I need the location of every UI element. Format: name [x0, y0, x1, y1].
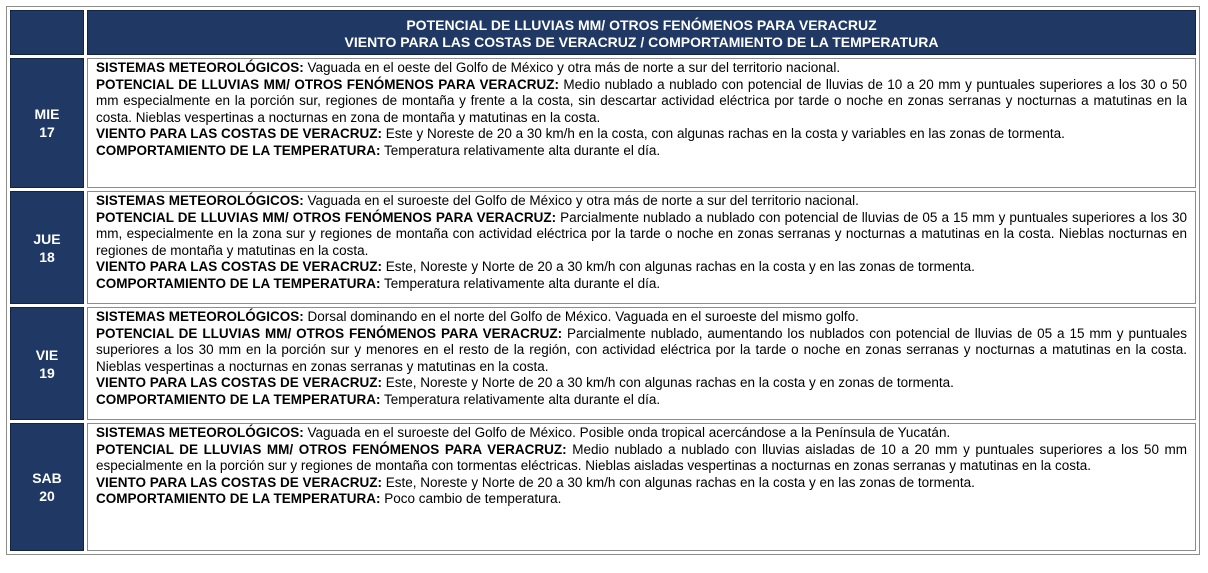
temperatura-label: COMPORTAMIENTO DE LA TEMPERATURA: — [96, 142, 381, 158]
table-header — [87, 10, 1196, 55]
temperatura-text: Poco cambio de temperatura. — [380, 491, 562, 507]
day-row-vie — [10, 307, 1196, 420]
potencial-text: Parcialmente nublado a nublado con potencial de lluvias de 05 a 15 mm y puntuales superiores a los 30 mm, especialmente en la zona sur y regiones de montaña con actividad eléctrica por la tarde o noche en zonas serranas y nocturnas a matutinas en la costa. Nieblas nocturnas en regiones de montaña y matutinas en la costa. — [96, 209, 1187, 258]
temperatura-line — [96, 392, 1187, 409]
forecast-cell — [87, 307, 1196, 420]
viento-line — [96, 375, 1187, 392]
day-cell — [10, 58, 84, 188]
potencial-label: POTENCIAL DE LLUVIAS MM/ OTROS FENÓMENOS PARA VERACRUZ: — [96, 76, 559, 92]
day-cell — [10, 423, 84, 551]
sistemas-line — [96, 193, 1187, 210]
temperatura-label: COMPORTAMIENTO DE LA TEMPERATURA: — [96, 491, 381, 507]
temperatura-text: Temperatura relativamente alta durante el día. — [380, 391, 661, 407]
day-label: VIE — [35, 346, 59, 363]
sistemas-line — [96, 425, 1187, 442]
temperatura-line — [96, 143, 1187, 160]
viento-text: Este, Noreste y Norte de 20 a 30 km/h con algunas rachas en la costa y en las zonas de tormenta. — [382, 259, 975, 275]
day-row-sab — [10, 423, 1196, 551]
potencial-text: Medio nublado a nublado con potencial de lluvias de 10 a 20 mm y puntuales superiores a los 30 o 50 mm especialmente en la porción sur, regiones de montaña y frente a la costa, sin descartar actividad eléctrica por tarde o noche en zonas serranas y nocturnas a matutinas en la costa. Nieblas vespertinas a nocturnas en zona de montaña y matutinas en la costa. — [96, 76, 1187, 125]
day-cell — [10, 307, 84, 420]
sistemas-label: SISTEMAS METEOROLÓGICOS: — [96, 309, 304, 324]
day-label: MIE — [34, 106, 60, 122]
viento-text: Este, Noreste y Norte de 20 a 30 km/h con algunas rachas en la costa y en zonas de tormenta. — [382, 375, 954, 391]
sistemas-label: SISTEMAS METEOROLÓGICOS: — [96, 425, 304, 440]
viento-text: Este y Noreste de 20 a 30 km/h en la costa, con algunas rachas en la costa y variables en las zonas de tormenta. — [382, 126, 1065, 142]
forecast-cell — [87, 191, 1196, 304]
sistemas-text: Dorsal dominando en el norte del Golfo de México. Vaguada en el suroeste del mismo golfo. — [303, 309, 859, 324]
day-cell — [10, 191, 84, 304]
viento-label: VIENTO PARA LAS COSTAS DE VERACRUZ: — [96, 375, 383, 391]
sistemas-text: Vaguada en el suroeste del Golfo de México y otra más de norte a sur del territorio nacional. — [303, 193, 859, 208]
temperatura-line — [96, 491, 1187, 508]
header-title-line1: POTENCIAL DE LLUVIAS MM/ OTROS FENÓMENOS PARA VERACRUZ — [406, 16, 877, 33]
viento-line — [96, 475, 1187, 492]
day-label: JUE — [33, 230, 61, 247]
viento-line — [96, 126, 1187, 143]
potencial-line — [96, 210, 1187, 260]
viento-line — [96, 259, 1187, 276]
viento-label: VIENTO PARA LAS COSTAS DE VERACRUZ: — [96, 259, 383, 275]
forecast-cell — [87, 58, 1196, 188]
sistemas-text: Vaguada en el oeste del Golfo de México y otra más de norte a sur del territorio nacional. — [303, 60, 841, 75]
potencial-line — [96, 326, 1187, 376]
day-row-jue — [10, 191, 1196, 304]
potencial-label: POTENCIAL DE LLUVIAS MM/ OTROS FENÓMENOS PARA VERACRUZ: — [96, 325, 563, 341]
temperatura-line — [96, 276, 1187, 293]
viento-label: VIENTO PARA LAS COSTAS DE VERACRUZ: — [96, 474, 383, 490]
header-row — [10, 10, 1196, 55]
sistemas-label: SISTEMAS METEOROLÓGICOS: — [96, 193, 304, 208]
day-date: 20 — [39, 488, 55, 504]
viento-label: VIENTO PARA LAS COSTAS DE VERACRUZ: — [96, 126, 383, 142]
sistemas-label: SISTEMAS METEOROLÓGICOS: — [96, 60, 304, 75]
temperatura-text: Temperatura relativamente alta durante el día. — [380, 275, 661, 291]
day-date: 19 — [39, 364, 55, 381]
temperatura-label: COMPORTAMIENTO DE LA TEMPERATURA: — [96, 391, 381, 407]
day-label: SAB — [32, 470, 62, 486]
potencial-text: Parcialmente nublado, aumentando los nublados con potencial de lluvias de 05 a 15 mm y puntuales superiores a los 30 mm en la porción sur y menores en el resto de la región, con actividad eléctrica por la tarde o noche en zonas serranas y nocturnas a matutinas en la costa. Nieblas vespertinas a nocturnas en zonas serranas y matutinas en la costa. — [96, 325, 1187, 374]
potencial-text: Medio nublado a nublado con lluvias aisladas de 10 a 20 mm y puntuales superiores a los 50 mm especialmente en la porción sur y regiones de montaña con tormentas eléctricas. Nieblas aisladas vespertinas a nocturnas en zonas serranas y matutinas en la costa. — [96, 441, 1187, 474]
viento-text: Este, Noreste y Norte de 20 a 30 km/h con algunas rachas en la costa y en las zonas de tormenta. — [382, 474, 975, 490]
potencial-line — [96, 77, 1187, 127]
temperatura-label: COMPORTAMIENTO DE LA TEMPERATURA: — [96, 275, 381, 291]
day-date: 17 — [39, 124, 55, 140]
forecast-cell — [87, 423, 1196, 551]
forecast-table — [6, 6, 1200, 555]
temperatura-text: Temperatura relativamente alta durante el día. — [380, 142, 661, 158]
day-row-mie — [10, 58, 1196, 188]
potencial-line — [96, 442, 1187, 475]
day-date: 18 — [39, 248, 55, 265]
sistemas-line — [96, 309, 1187, 326]
sistemas-text: Vaguada en el suroeste del Golfo de México. Posible onda tropical acercándose a la Península de Yucatán. — [303, 425, 951, 440]
potencial-label: POTENCIAL DE LLUVIAS MM/ OTROS FENÓMENOS PARA VERACRUZ: — [96, 209, 557, 225]
header-corner-cell — [10, 10, 84, 55]
potencial-label: POTENCIAL DE LLUVIAS MM/ OTROS FENÓMENOS PARA VERACRUZ: — [96, 441, 567, 457]
header-title-line2: VIENTO PARA LAS COSTAS DE VERACRUZ / COMPORTAMIENTO DE LA TEMPERATURA — [344, 33, 939, 50]
sistemas-line — [96, 60, 1187, 77]
